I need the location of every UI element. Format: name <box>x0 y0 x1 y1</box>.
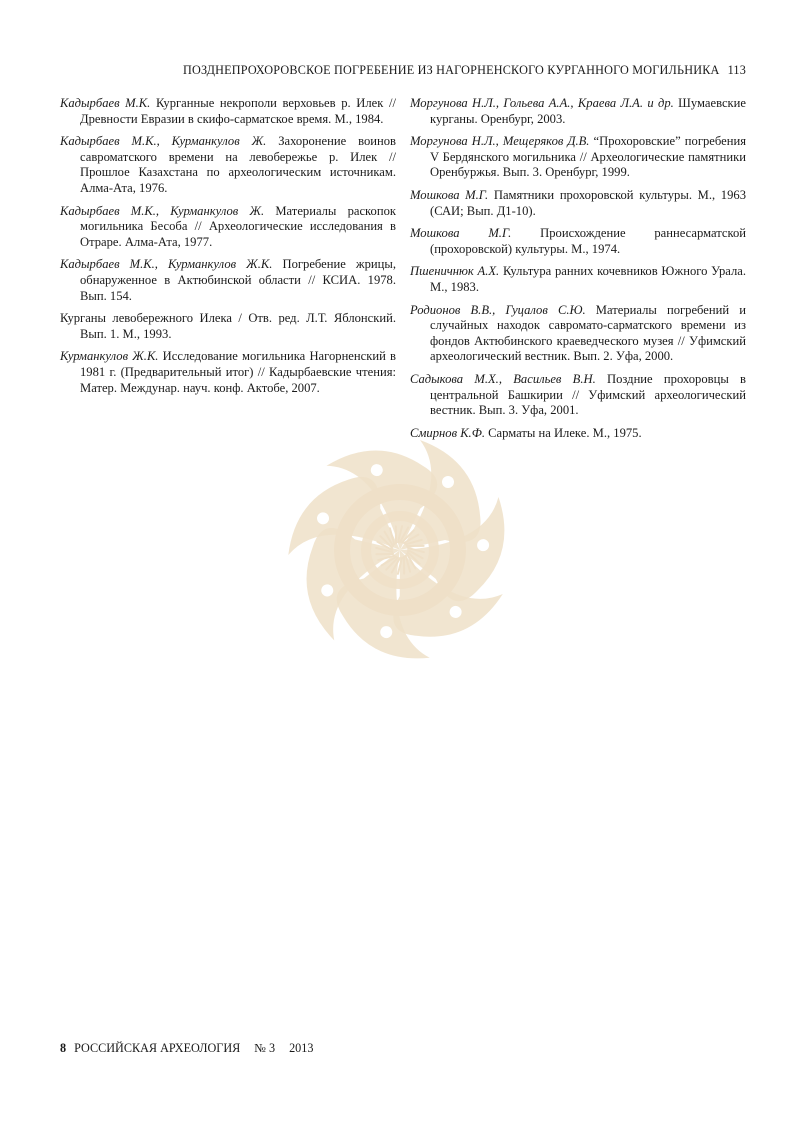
reference-entry <box>410 226 746 257</box>
reference-text: “Прохоровские” погребения V Бердянского могильника // Археологические памятники Оренбуржья. Вып. 3. Оренбург, 1999. <box>430 134 746 180</box>
reference-entry <box>410 264 746 295</box>
page-footer <box>60 1041 313 1056</box>
reference-authors: Пшеничнюк А.Х. <box>410 264 500 279</box>
reference-authors: Кадырбаев М.К. <box>60 96 151 110</box>
reference-entry <box>410 188 746 219</box>
reference-text: Памятники прохоровской культуры. М., 1963 (САИ; Вып. Д1-10). <box>430 187 746 218</box>
running-head <box>60 63 746 78</box>
reference-text: Исследование могильника Нагорненский в 1981 г. (Предварительный итог) // Кадырбаевские чтения: Матер. Междунар. науч. конф. Актобе, 2007. <box>80 349 396 395</box>
reference-authors: Курманкулов Ж.К. <box>60 349 159 364</box>
reference-authors: Моргунова Н.Л., Мещеряков Д.В. <box>410 134 590 149</box>
reference-entry <box>60 349 396 396</box>
reference-entry <box>60 311 396 342</box>
reference-text: Материалы раскопок могильника Бесоба // Археологические исследования в Отраре. Алма-Ата, 1977. <box>80 203 396 249</box>
reference-authors: Моргунова Н.Л., Гольева А.А., Краева Л.А. и др. <box>410 96 674 110</box>
reference-text: Шумаевские курганы. Оренбург, 2003. <box>430 96 746 126</box>
reference-authors: Кадырбаев М.К., Курманкулов Ж. <box>60 203 265 218</box>
reference-text: Курганные некрополи верховьев р. Илек // Древности Евразии в скифо-сарматское время. М., 1984. <box>80 96 396 126</box>
reference-authors: Кадырбаев М.К., Курманкулов Ж.К. <box>60 257 273 272</box>
reference-text: Культура ранних кочевников Южного Урала. М., 1983. <box>430 264 746 294</box>
footer-issue: № 3 <box>254 1041 276 1055</box>
reference-authors: Смирнов К.Ф. <box>410 425 485 440</box>
reference-entry <box>60 257 396 304</box>
footer-page-number: 8 <box>60 1041 67 1055</box>
running-head-title: ПОЗДНЕПРОХОРОВСКОЕ ПОГРЕБЕНИЕ ИЗ НАГОРНЕНСКОГО КУРГАННОГО МОГИЛЬНИКА <box>183 63 720 77</box>
reference-authors: Кадырбаев М.К., Курманкулов Ж. <box>60 134 267 149</box>
reference-text: Погребение жрицы, обнаруженное в Актюбинской области // КСИА. 1978. Вып. 154. <box>80 257 396 303</box>
reference-entry <box>410 372 746 419</box>
reference-text: Курганы левобережного Илека / Отв. ред. Л.Т. Яблонский. Вып. 1. М., 1993. <box>60 311 396 341</box>
reference-text: Захоронение воинов савроматского времени на левобережье р. Илек // Прошлое Казахстана по археологическим источникам. Алма-Ата, 1976. <box>80 134 396 195</box>
reference-entry <box>410 303 746 365</box>
reference-text: Поздние прохоровцы в центральной Башкирии // Уфимский археологический вестник. Вып. 3. Уфа, 2001. <box>430 371 746 418</box>
references-right-column <box>410 96 746 448</box>
reference-text: Происхождение раннесарматской (прохоровской) культуры. М., 1974. <box>430 226 746 256</box>
swirl-ornament-icon <box>270 420 530 680</box>
footer-year: 2013 <box>289 1041 314 1055</box>
ornament-eye <box>442 476 454 488</box>
reference-entry <box>410 96 746 127</box>
reference-authors: Мошкова М.Г. <box>410 187 489 202</box>
reference-authors: Садыкова М.Х., Васильев В.Н. <box>410 371 596 386</box>
reference-entry <box>60 96 396 127</box>
reference-authors: Мошкова М.Г. <box>410 226 512 241</box>
footer-journal: РОССИЙСКАЯ АРХЕОЛОГИЯ <box>74 1041 241 1055</box>
reference-entry <box>60 134 396 196</box>
reference-authors: Родионов В.В., Гуцалов С.Ю. <box>410 302 586 317</box>
reference-text: Материалы погребений и случайных находок савромато-сарматского времени из фондов Актюбинского краеведческого музея // Уфимский археологический вестник. Вып. 2. Уфа, 2000. <box>430 302 746 364</box>
reference-entry <box>410 134 746 181</box>
page-number: 113 <box>727 63 746 77</box>
reference-text: Сарматы на Илеке. М., 1975. <box>484 425 642 440</box>
references-left-column <box>60 96 396 403</box>
reference-entry <box>60 204 396 251</box>
